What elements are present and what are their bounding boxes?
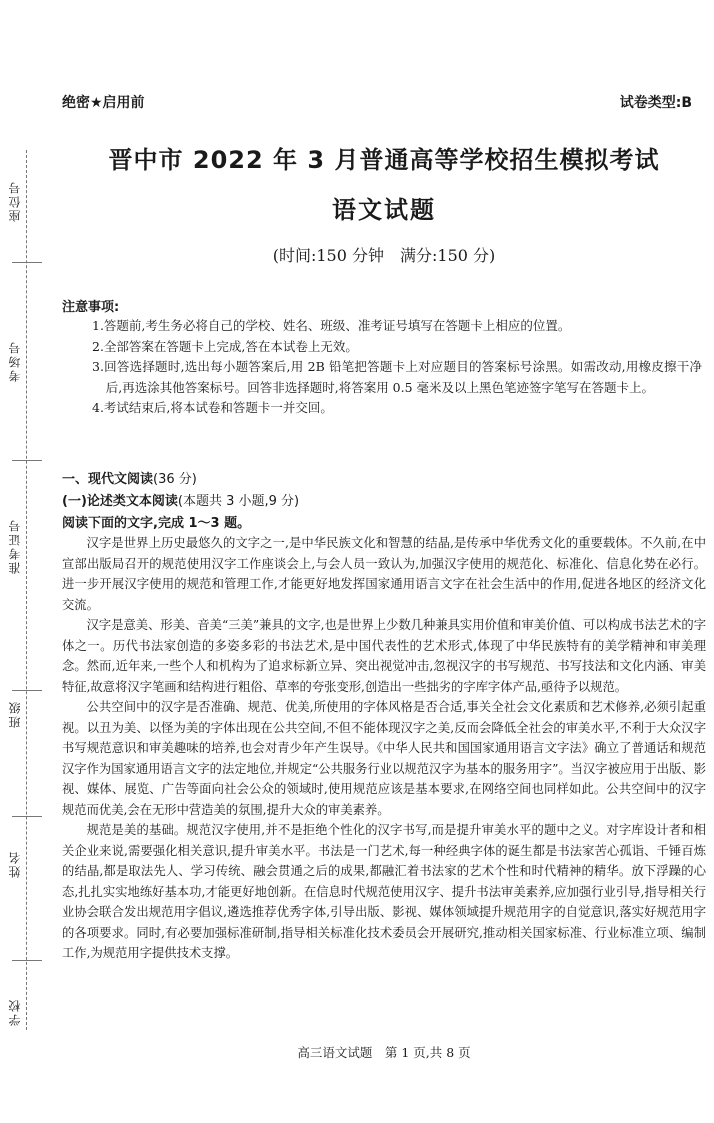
reading-passage [62, 533, 706, 964]
class-label: 班级 [8, 700, 22, 728]
exam-meta: (时间:150 分钟 满分:150 分) [272, 246, 496, 265]
subsection-heading [62, 490, 299, 509]
paper-type: 试卷类型:B [619, 95, 692, 111]
note-item: 3.回答选择题时,选出每小题答案后,用 2B 铅笔把答题卡上对应题目的答案标号涂黑。如需改动,用橡皮擦干净后,再选涂其他答案标号。回答非选择题时,将答案用 0.5 毫米及以上黑色笔迹签字笔写在答题卡上。 [92, 359, 702, 395]
section-score: (36 分) [153, 472, 197, 487]
exam-room-label: 考场号 [8, 340, 22, 382]
binding-margin [0, 0, 50, 1123]
section-title: 一、现代文阅读 [62, 472, 154, 487]
note-item: 1.答题前,考生务必将自己的学校、姓名、班级、准考证号填写在答题卡上相应的位置。 [92, 318, 571, 333]
class-blank[interactable] [12, 816, 42, 817]
passage-paragraph: 汉字是世界上历史最悠久的文字之一,是中华民族文化和智慧的结晶,是传承中华优秀文化的重要载体。不久前,在中宣部出版局召开的规范使用汉字工作座谈会上,与会人员一致认为,加强汉字使用的规范化、标准化、信息化势在必行。进一步开展汉字使用的规范和管理工作,才能更好地发挥国家通用语言文字在社会生活中的作用,促进各地区的经济文化交流。 [62, 536, 706, 612]
name-label: 姓名 [8, 850, 22, 878]
header [62, 92, 706, 112]
passage-paragraph: 规范是美的基础。规范汉字使用,并不是拒绝个性化的汉字书写,而是提升审美水平的题中之义。对字库设计者和相关企业来说,需要强化相关意识,提升审美水平。书法是一门艺术,每一种经典字体的诞生都是书法家苦心孤诣、千锤百炼的结晶,都是取法先人、学习传统、融会贯通之后的成果,都融汇着书法家的艺术个性和时代精神的精华。放下浮躁的心态,扎扎实实地练好基本功,才能更好地创新。在信息时代规范使用汉字、提升书法审美素养,应加强行业引导,指导相关行业协会联合发出规范用字倡议,遴选推荐优秀字体,引导出版、影视、媒体领域提升规范用字的自觉意识,落实好规范用字的各项要求。同时,有必要加强标准研制,指导相关标准化技术委员会开展研究,推动相关国家标准、行业标准立项、编制工作,为规范用字提供技术支撑。 [62, 823, 706, 960]
school-label: 学校 [8, 998, 22, 1026]
subject-title: 语文试题 [332, 196, 436, 224]
subsection-note: (本题共 3 小题,9 分) [177, 494, 300, 509]
section-heading [62, 468, 197, 487]
notes-list [92, 316, 702, 419]
admission-number-blank[interactable] [12, 690, 42, 691]
reading-instruction: 阅读下面的文字,完成 1～3 题。 [62, 516, 251, 531]
passage-paragraph: 汉字是意美、形美、音美“三美”兼具的文字,也是世界上少数几种兼具实用价值和审美价值、可以构成书法艺术的字体之一。历代书法家创造的多姿多彩的书法艺术,是中国代表性的艺术形式,体现了中华民族特有的美学精神和审美理念。然而,近年来,一些个人和机构为了追求标新立异、突出视觉冲击,忽视汉字的书写规范、书写技法和文化内涵、审美特征,故意将汉字笔画和结构进行粗俗、草率的夸张变形,创造出一些拙劣的字库字体产品,亟待予以规范。 [62, 618, 706, 694]
subsection-title: (一)论述类文本阅读 [62, 494, 178, 509]
seat-number-blank[interactable] [12, 262, 42, 263]
page-footer: 高三语文试题 第 1 页,共 8 页 [297, 1045, 471, 1060]
seat-number-label: 座位号 [8, 180, 22, 222]
confidential-mark: 绝密★启用前 [62, 95, 145, 111]
passage-paragraph: 公共空间中的汉字是否准确、规范、优美,所使用的字体风格是否合适,事关全社会文化素质和艺术修养,必须引起重视。以丑为美、以怪为美的字体出现在公共空间,不但不能体现汉字之美,反而会降低全社会的审美水平,不利于大众汉字书写规范意识和审美趣味的培养,也会对青少年产生误导。《中华人民共和国国家通用语言文字法》确立了普通话和规范汉字作为国家通用语言文字的法定地位,并规定“公共服务行业以规范汉字为基本的服务用字”。当汉字被应用于出版、影视、媒体、展览、广告等面向社会公众的领域时,使用规范应该是基本要求,在网络空间也同样如此。公共空间中的汉字规范而优美,会在无形中营造美的氛围,提升大众的审美素养。 [62, 700, 706, 817]
binding-dashed-line [26, 150, 27, 1030]
admission-number-label: 准考证号 [8, 518, 22, 574]
exam-room-blank[interactable] [12, 460, 42, 461]
notes-heading: 注意事项: [62, 300, 120, 315]
note-item: 2.全部答案在答题卡上完成,答在本试卷上无效。 [92, 338, 358, 354]
note-item: 4.考试结束后,将本试卷和答题卡一并交回。 [92, 400, 333, 415]
exam-title: 晋中市 2022 年 3 月普通高等学校招生模拟考试 [108, 146, 660, 174]
name-blank[interactable] [12, 960, 42, 961]
